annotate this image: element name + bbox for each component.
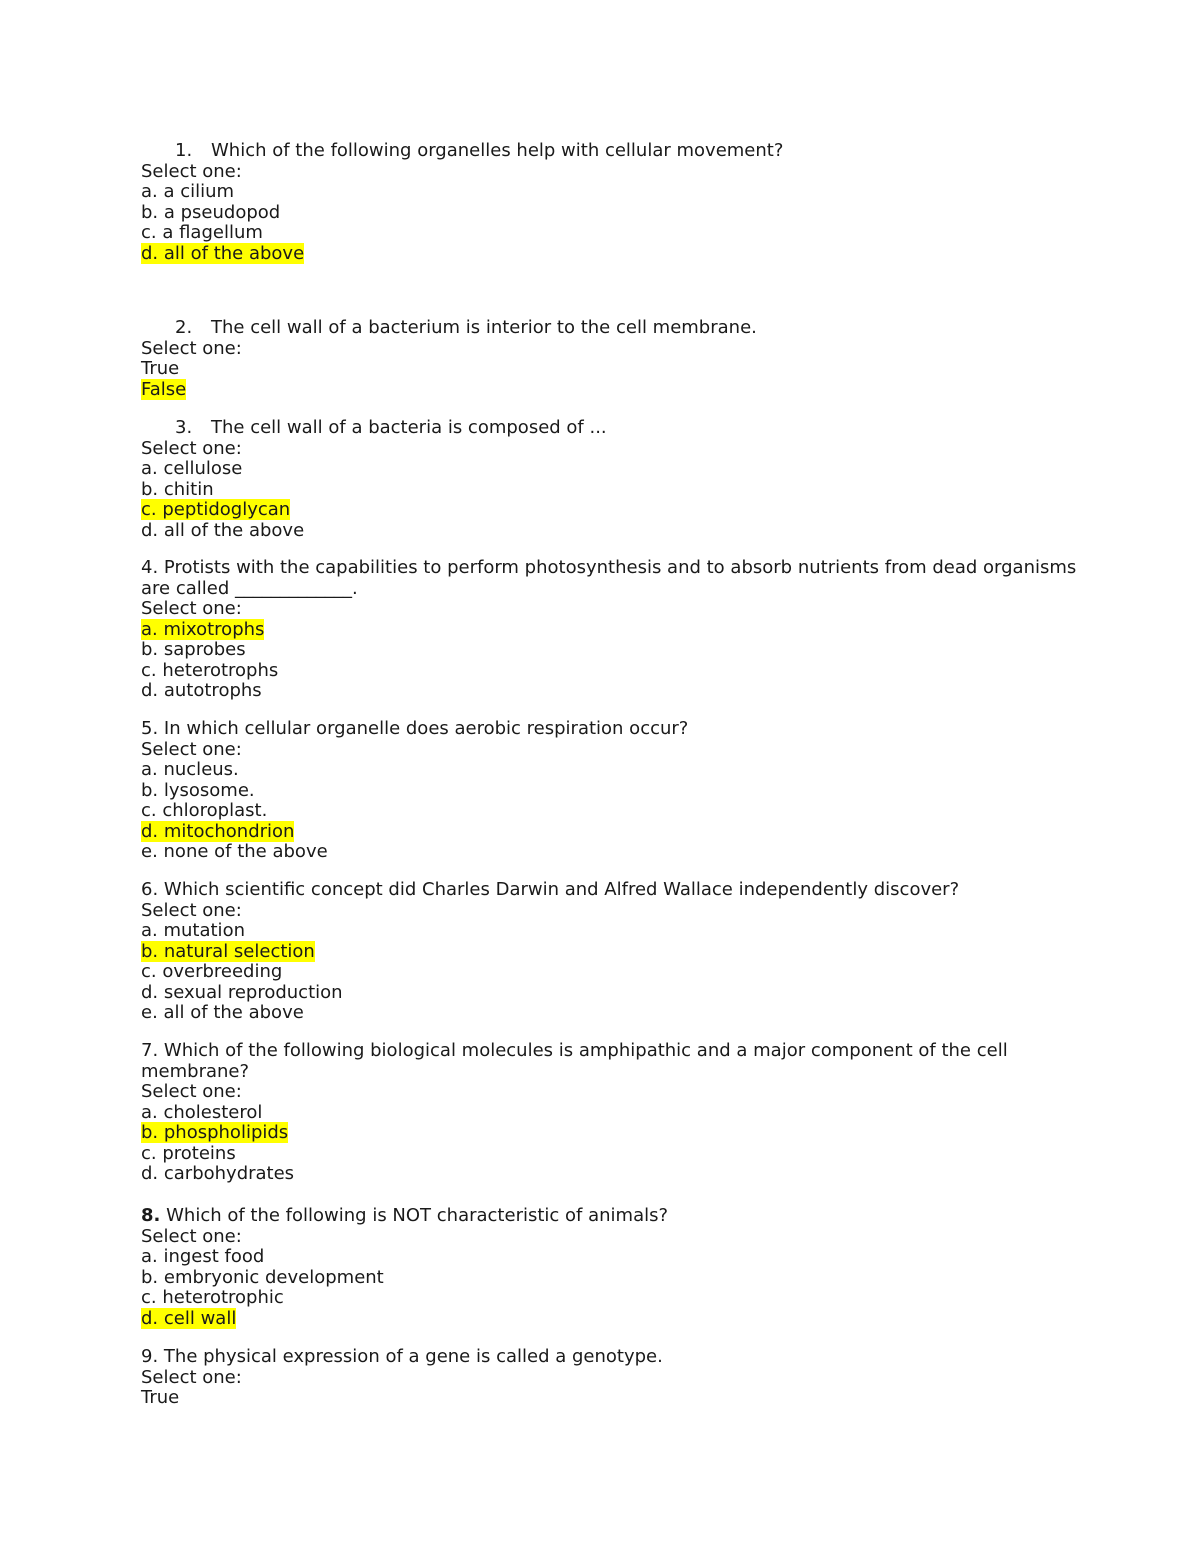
answer-option: True bbox=[141, 358, 180, 379]
answer-option: a. mutation bbox=[141, 920, 245, 941]
question-number: 9. bbox=[141, 1346, 159, 1367]
select-one-label: Select one: bbox=[141, 1081, 242, 1102]
question-number: 2. bbox=[175, 317, 193, 338]
question-9 bbox=[141, 1347, 1081, 1409]
question-8 bbox=[141, 1206, 1081, 1329]
question-stem bbox=[141, 558, 1081, 579]
question-number: 5. bbox=[141, 718, 159, 739]
answer-option: d. carbohydrates bbox=[141, 1163, 295, 1184]
answer-option: True bbox=[141, 1387, 180, 1408]
question-text: The cell wall of a bacterium is interior to the cell membrane. bbox=[211, 317, 757, 338]
correct-answer-highlight: b. natural selection bbox=[141, 940, 315, 962]
question-stem bbox=[141, 1206, 1081, 1227]
question-1 bbox=[141, 141, 1081, 264]
question-text: Which of the following organelles help with cellular movement? bbox=[211, 140, 784, 161]
select-one-label: Select one: bbox=[141, 1225, 242, 1247]
answer-option: c. heterotrophs bbox=[141, 659, 279, 681]
answer-option: c. heterotrophic bbox=[141, 1287, 284, 1308]
answer-option: d. sexual reproduction bbox=[141, 981, 343, 1003]
question-stem bbox=[141, 719, 1081, 740]
question-7 bbox=[141, 1041, 1081, 1185]
answer-option: a. a cilium bbox=[141, 181, 235, 202]
question-number: 8. bbox=[141, 1205, 161, 1226]
answer-option: a. cholesterol bbox=[141, 1101, 263, 1123]
answer-option: d. autotrophs bbox=[141, 680, 262, 701]
question-text-continued: membrane? bbox=[141, 1060, 250, 1082]
answer-option: c. a flagellum bbox=[141, 222, 263, 243]
answer-option: a. ingest food bbox=[141, 1246, 265, 1267]
question-stem bbox=[141, 1347, 1081, 1368]
correct-answer-highlight: d. all of the above bbox=[141, 242, 305, 264]
question-6 bbox=[141, 880, 1081, 1024]
answer-option: b. saprobes bbox=[141, 639, 246, 660]
correct-answer-highlight: b. phospholipids bbox=[141, 1122, 289, 1143]
question-text: The physical expression of a gene is called a genotype. bbox=[163, 1346, 663, 1367]
correct-answer-highlight: c. peptidoglycan bbox=[141, 499, 291, 520]
answer-option: c. chloroplast. bbox=[141, 800, 268, 821]
select-one-label: Select one: bbox=[141, 738, 242, 760]
select-one-label: Select one: bbox=[141, 160, 242, 182]
answer-option: b. a pseudopod bbox=[141, 201, 281, 223]
answer-option: e. all of the above bbox=[141, 1002, 304, 1023]
question-2 bbox=[141, 318, 1081, 400]
correct-answer-highlight: a. mixotrophs bbox=[141, 618, 265, 640]
question-number: 3. bbox=[175, 417, 193, 438]
question-stem bbox=[141, 1041, 1081, 1062]
question-4 bbox=[141, 558, 1081, 702]
correct-answer-highlight: d. cell wall bbox=[141, 1307, 237, 1329]
question-text-continued: are called _____________. bbox=[141, 577, 358, 599]
answer-option: d. all of the above bbox=[141, 519, 305, 541]
answer-option: b. lysosome. bbox=[141, 779, 255, 801]
question-stem bbox=[141, 880, 1081, 901]
select-one-label: Select one: bbox=[141, 337, 242, 359]
answer-option: a. cellulose bbox=[141, 458, 243, 479]
answer-option: b. embryonic development bbox=[141, 1266, 384, 1288]
answer-option: b. chitin bbox=[141, 478, 214, 500]
question-number: 1. bbox=[175, 140, 193, 161]
select-one-label: Select one: bbox=[141, 1366, 242, 1388]
question-text: Which scientific concept did Charles Darwin and Alfred Wallace independently discover? bbox=[163, 879, 960, 900]
question-text: In which cellular organelle does aerobic respiration occur? bbox=[163, 718, 689, 739]
question-number: 4. bbox=[141, 557, 159, 578]
question-text: Which of the following is NOT characteristic of animals? bbox=[166, 1205, 669, 1226]
question-3 bbox=[141, 418, 1081, 541]
question-stem bbox=[141, 418, 1081, 439]
question-number: 7. bbox=[141, 1040, 159, 1061]
correct-answer-highlight: False bbox=[141, 378, 187, 400]
question-text: The cell wall of a bacteria is composed of ... bbox=[211, 417, 607, 438]
question-number: 6. bbox=[141, 879, 159, 900]
answer-option: c. overbreeding bbox=[141, 961, 283, 982]
answer-option: c. proteins bbox=[141, 1142, 236, 1164]
select-one-label: Select one: bbox=[141, 899, 242, 921]
question-5 bbox=[141, 719, 1081, 863]
answer-option: a. nucleus. bbox=[141, 759, 239, 780]
question-stem bbox=[141, 318, 1081, 339]
question-text: Which of the following biological molecules is amphipathic and a major component of the cell bbox=[163, 1040, 1008, 1061]
select-one-label: Select one: bbox=[141, 598, 242, 619]
question-stem bbox=[141, 141, 1081, 162]
answer-option: e. none of the above bbox=[141, 841, 328, 862]
correct-answer-highlight: d. mitochondrion bbox=[141, 820, 295, 842]
question-text: Protists with the capabilities to perform photosynthesis and to absorb nutrients from dead organisms bbox=[163, 557, 1077, 578]
select-one-label: Select one: bbox=[141, 437, 242, 459]
